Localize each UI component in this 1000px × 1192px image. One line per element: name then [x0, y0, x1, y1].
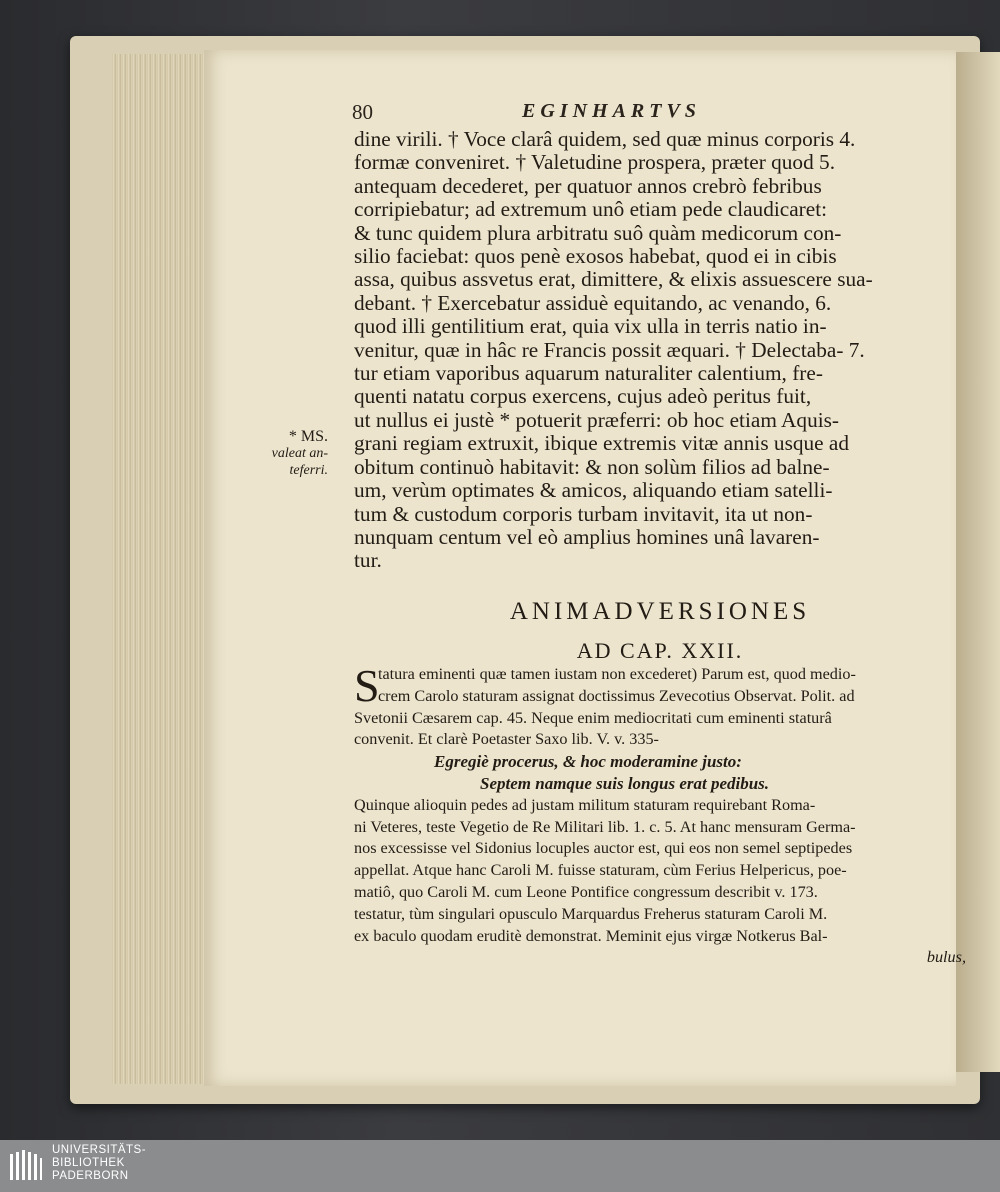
library-footer [0, 1140, 1000, 1192]
note-line: crem Carolo staturam assignat doctissimus Zevecotius Observat. Polit. ad [378, 686, 855, 705]
marginal-line: valeat an- [271, 446, 328, 461]
note-line: Svetonii Cæsarem cap. 45. Neque enim mediocritati cum eminenti staturâ [354, 708, 832, 727]
text-line: dine virili. † Voce clarâ quidem, sed quæ minus corporis 4. [354, 127, 856, 151]
text-line: nunquam centum vel eò amplius homines unâ lavaren- [354, 524, 820, 549]
text-line: & tunc quidem plura arbitratu suô quàm medicorum con- [354, 220, 842, 245]
note-line: testatur, tùm singulari opusculo Marquardus Freherus staturam Caroli M. [354, 904, 828, 923]
text-line: tum & custodum corporis turbam invitavit, ita ut non- [354, 501, 813, 526]
library-name [52, 1144, 146, 1183]
text-line: um, verùm optimates & amicos, aliquando etiam satelli- [354, 478, 833, 503]
page-number: 80 [352, 100, 373, 124]
text-line: silio faciebat: quos penè exosos habebat, quod ei in cibis [354, 244, 837, 269]
text-line: ut nullus ei justè * potuerit præferri: ob hoc etiam Aquis- [354, 407, 840, 432]
drop-cap: S [354, 660, 380, 711]
text-line: venitur, quæ in hâc re Francis possit æquari. † Delectaba- 7. [354, 337, 865, 362]
text-line: assa, quibus assvetus erat, dimittere, & elixis assuescere sua- [354, 267, 873, 292]
verse-line: Egregiè procerus, & hoc moderamine justo: [434, 752, 742, 772]
marginal-line: teferri. [289, 463, 328, 478]
running-head [352, 100, 942, 126]
library-name-line: BIBLIOTHEK [52, 1157, 125, 1169]
note-line: matiô, quo Caroli M. cum Leone Pontifice congressum describit v. 173. [354, 882, 818, 901]
text-line: tur. [354, 548, 382, 573]
note-line: nos excessisse vel Sidonius locuples auctor est, qui eos non semel septipedes [354, 839, 853, 858]
marginal-line: * MS. [288, 428, 328, 445]
note-line: Quinque alioquin pedes ad justam militum staturam requirebant Roma- [354, 795, 816, 814]
text-line: formæ conveniret. † Valetudine prospera, præter quod 5. [354, 150, 836, 175]
main-text [354, 128, 966, 573]
text-line: corripiebatur; ad extremum unô etiam pede claudicaret: [354, 197, 828, 222]
section-subtitle: AD CAP. XXII. [576, 638, 744, 663]
verse-line: Septem namque suis longus erat pedibus. [480, 773, 770, 793]
text-line: debant. † Exercebatur assiduè equitando, ac venando, 6. [354, 290, 832, 315]
library-name-line: PADERBORN [52, 1170, 129, 1182]
library-logo-icon [8, 1148, 44, 1184]
library-name-line: UNIVERSITÄTS- [52, 1144, 147, 1156]
marginal-note [256, 428, 328, 479]
book-page [204, 50, 966, 1086]
text-line: quod illi gentilitium erat, quia vix ulla in terris natio in- [354, 314, 827, 339]
text-line: antequam decederet, per quatuor annos crebrò febribus [354, 173, 822, 198]
section-title: ANIMADVERSIONES [509, 598, 811, 625]
text-line: tur etiam vaporibus aquarum naturaliter calentium, fre- [354, 361, 823, 386]
commentary-notes [354, 660, 966, 969]
running-title: EGINHARTVS [522, 100, 701, 122]
text-line: grani regiam extruxit, ibique extremis vitæ annis usque ad [354, 431, 850, 456]
text-line: obitum continuò habitavit: & non solùm filios ad balne- [354, 454, 830, 479]
note-line: tatura eminenti quæ tamen iustam non excederet) Parum est, quod medio- [378, 665, 856, 683]
note-line: convenit. Et clarè Poetaster Saxo lib. V. v. 335- [354, 730, 659, 749]
note-line: ex baculo quodam eruditè demonstrat. Meminit ejus virgæ Notkerus Bal- [354, 926, 828, 945]
page-edges [112, 54, 206, 1084]
note-line: ni Veteres, teste Vegetio de Re Militari lib. 1. c. 5. At hanc mensuram Germa- [354, 817, 856, 836]
catchword: bulus, [926, 948, 966, 967]
text-line: quenti natatu corpus exercens, cujus adeò peritus fuit, [354, 384, 812, 409]
note-line: appellat. Atque hanc Caroli M. fuisse staturam, cùm Ferius Helpericus, poe- [354, 861, 847, 880]
